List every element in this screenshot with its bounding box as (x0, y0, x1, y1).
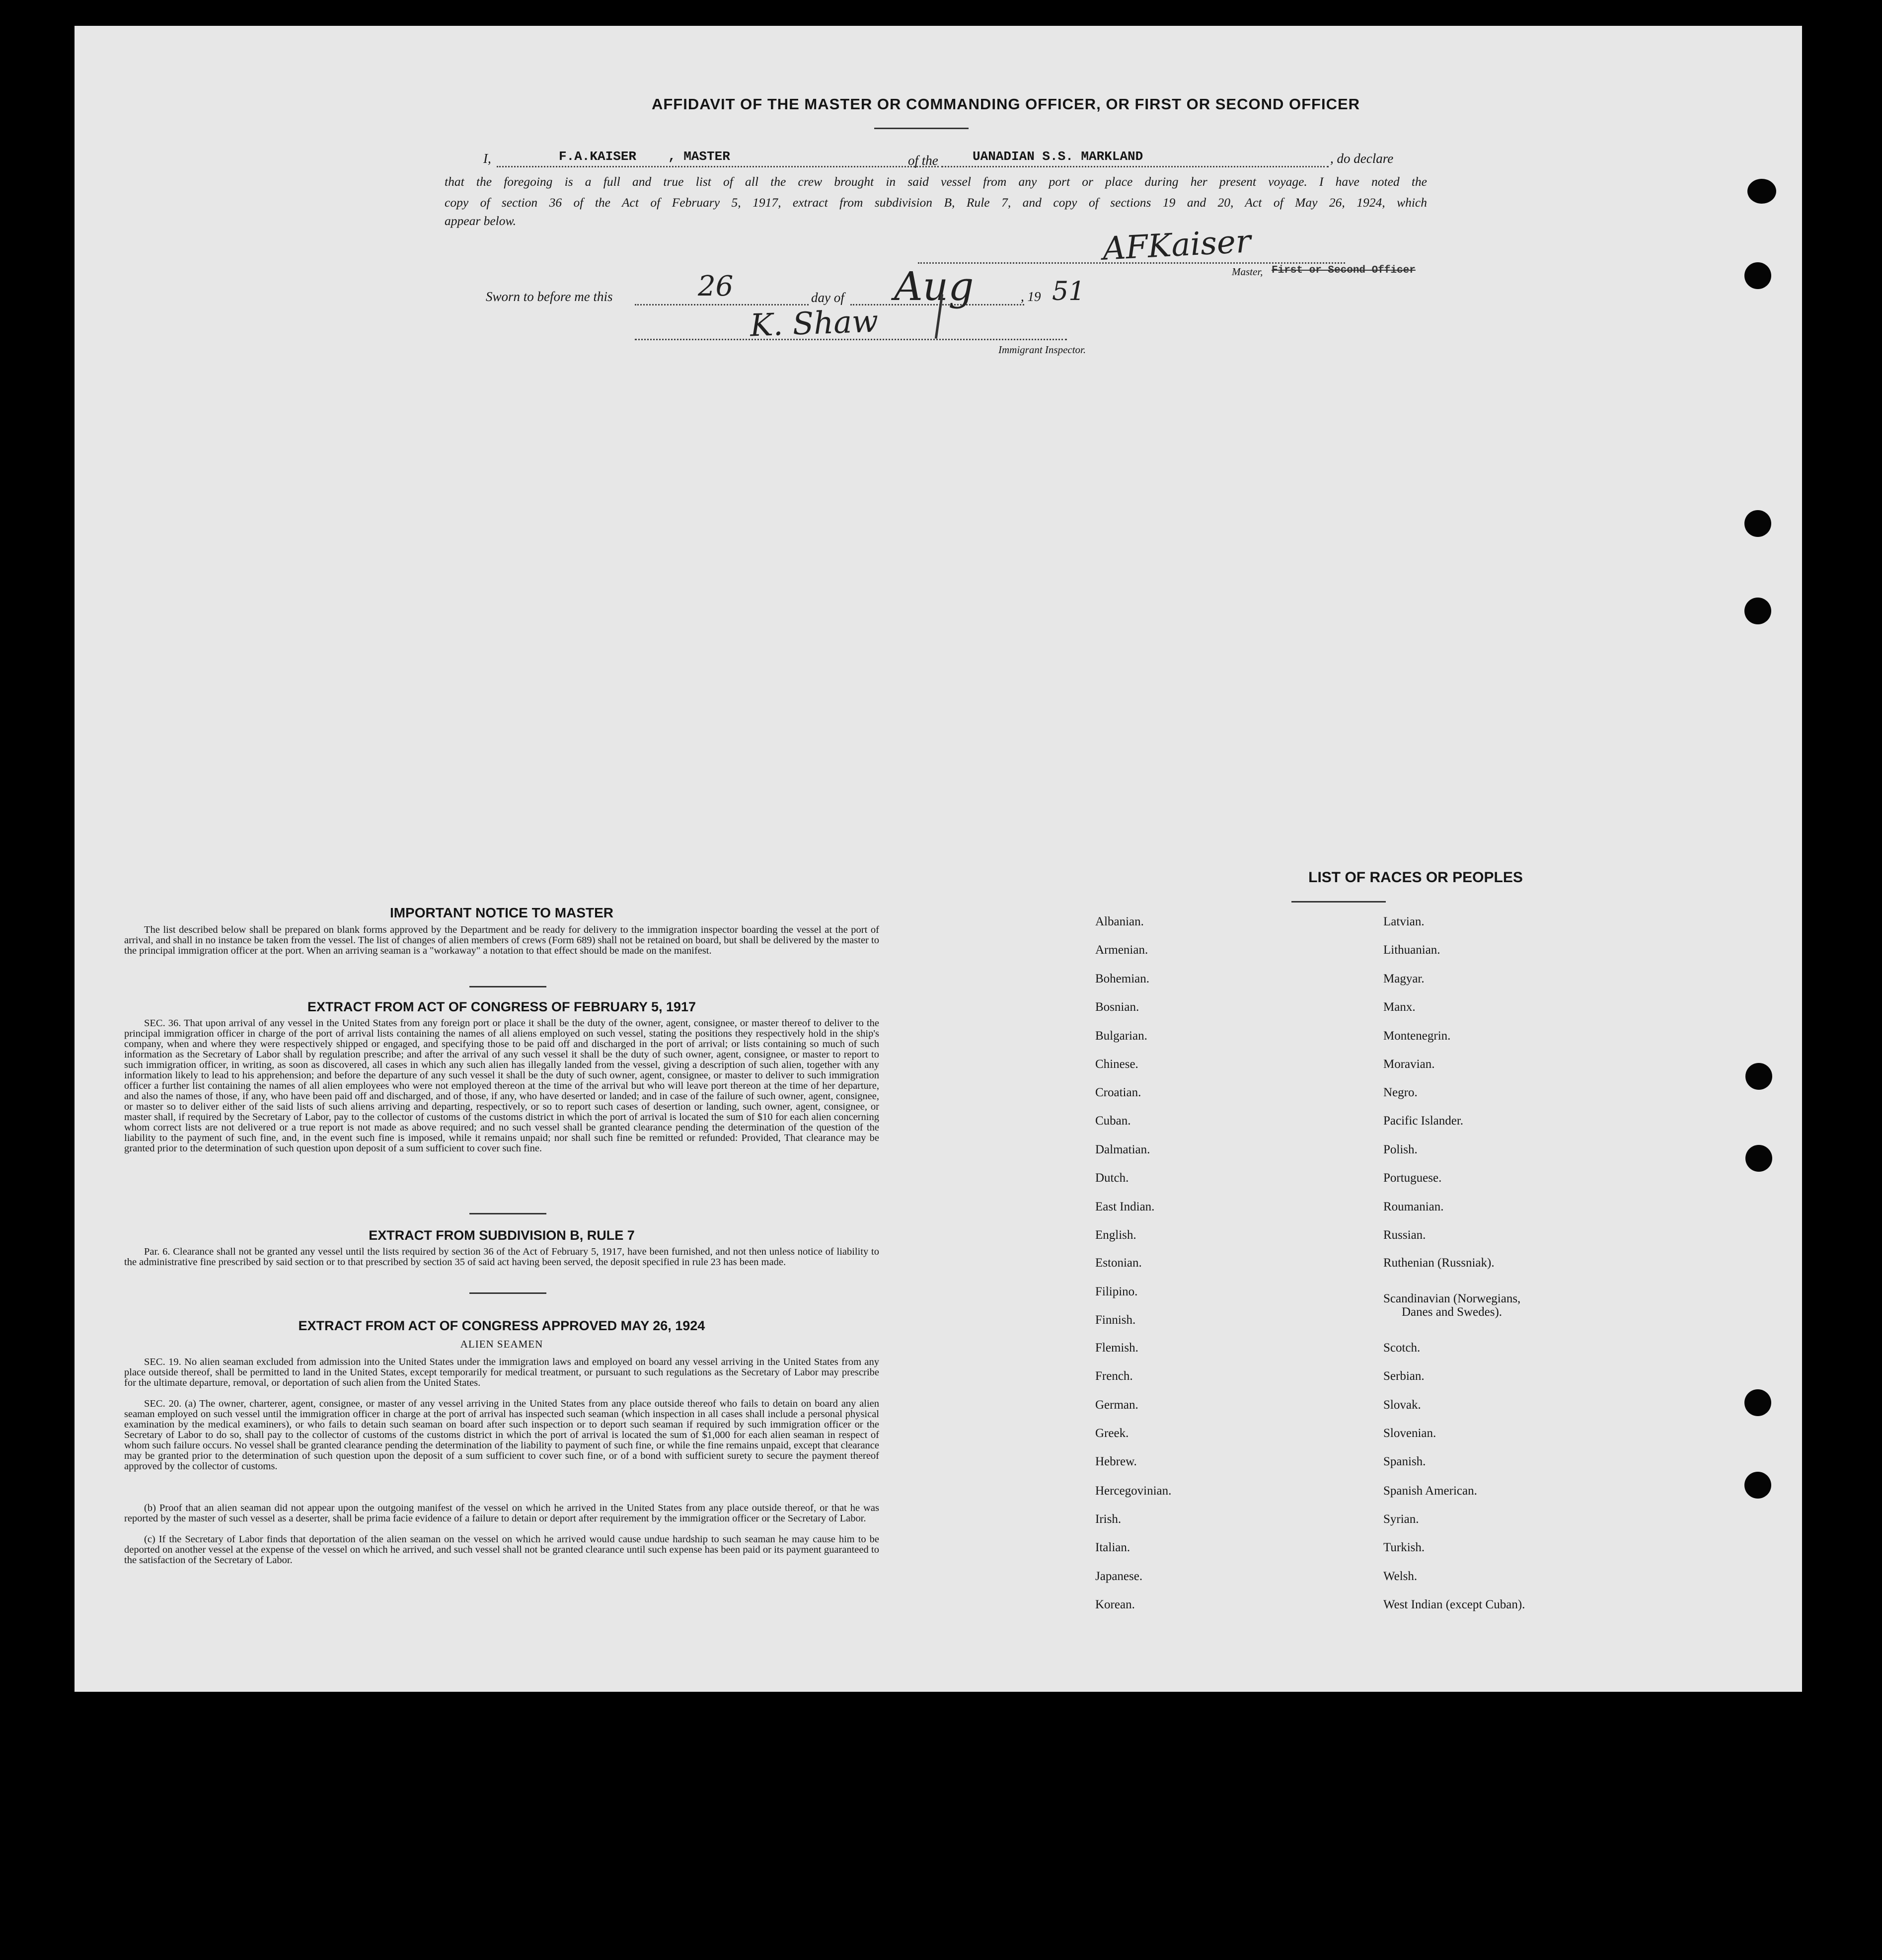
race-item: Portuguese. (1383, 1171, 1442, 1185)
extract-1917-body: SEC. 36. That upon arrival of any vessel in the United States from any foreign port or place it shall be the duty of the owner, agent, consignee, or master thereof to deliver to the principal immigration officer in charge of the port of arrival lists containing the names of all aliens employed on such vessel, stating the positions they respectively hold in the ship's company, when and where they were respectively shipped or engaged, and specifying those to be paid off and discharged in the port of arrival; or lists containing so much of such information as the Secretary of Labor shall by regulation prescribe; and after the arrival of any such vessel it shall be the duty of such owner, agent, consignee, or master to report to such immigration officer, in writing, as soon as discovered, all cases in which any such alien has illegally landed from the vessel, giving a description of such alien, together with any information likely to lead to his apprehension; and before the departure of any such vessel it shall be the duty of such owner, agent, consignee, or master to deliver to such immigration officer a further list containing the names of all alien employees who were not employed thereon at the time of the arrival but who will leave port thereon at the time of her departure, and also the names of those, if any, who have been paid off and discharged, and of those, if any, who have deserted or landed; and in case of the failure of such owner, agent, consignee, or master so to deliver either of the said lists of such aliens arriving and departing, respectively, or so to report such cases of desertion or landing, such owner, agent, consignee, or master shall, if required by the Secretary of Labor, pay to the collector of customs of the customs district in which the port of arrival is located the sum of $10 for each alien concerning whom correct lists are not delivered or a true report is not made as above required; and no such vessel shall be granted clearance pending the determination of the question of the liability to the payment of such fine, and, in the event such fine is imposed, while it remains unpaid; nor shall such fine be remitted or refunded: Provided, That clearance may be granted prior to the determination of such question upon deposit of a sum sufficient to cover such fine. (124, 1018, 879, 1154)
struck-officer-caption: First or Second Officer (1272, 265, 1416, 276)
race-item: Moravian. (1383, 1057, 1435, 1071)
race-item: Roumanian. (1383, 1200, 1444, 1213)
binder-hole (1745, 1145, 1772, 1172)
race-item: Armenian. (1095, 943, 1148, 957)
affidavit-body-line-3: appear below. (445, 214, 517, 228)
notice-title: IMPORTANT NOTICE TO MASTER (389, 905, 614, 920)
race-item: Ruthenian (Russniak). (1383, 1256, 1495, 1270)
extract-1924-subtitle: ALIEN SEAMEN (460, 1338, 543, 1350)
race-item: Japanese. (1095, 1570, 1143, 1583)
race-item: Irish. (1095, 1512, 1122, 1526)
of-the-label: of the (908, 153, 938, 168)
race-item: German. (1095, 1398, 1138, 1412)
sworn-day: 26 (698, 270, 734, 302)
race-item: Magyar. (1383, 972, 1425, 985)
sworn-year: 51 (1052, 277, 1085, 306)
inspector-caption: Immigrant Inspector. (998, 344, 1086, 356)
extract-1924-sec20b: (b) Proof that an alien seaman did not appear upon the outgoing manifest of the vessel on which he arrived in the United States from any place outside thereof, or that he was reported by the master of such vessel as a deserter, shall be prima facie evidence of a failure to detain or deport after requirement by the immigration officer or the Secretary of Labor. (124, 1503, 879, 1524)
race-item: Welsh. (1383, 1570, 1418, 1583)
race-item: Spanish. (1383, 1455, 1426, 1468)
races-title: LIST OF RACES OR PEOPLES (1308, 869, 1523, 886)
document-page (75, 26, 1802, 1692)
race-right-continuation: Danes and Swedes). (1402, 1305, 1503, 1319)
race-item: Manx. (1383, 1000, 1416, 1014)
race-item: Montenegrin. (1383, 1029, 1451, 1043)
race-item: Croatian. (1095, 1086, 1141, 1099)
binder-hole (1744, 1389, 1771, 1416)
sworn-label: Sworn to before me this (486, 289, 613, 304)
race-item: Slovenian. (1383, 1427, 1436, 1440)
affidavit-body-line-1: that the foregoing is a full and true list of all the crew brought in said vessel from any port or place during her present voyage. I have noted the (445, 174, 1427, 189)
inspector-signature: K. Shaw (749, 302, 879, 344)
notice-body: The list described below shall be prepared on blank forms approved by the Department and be ready for delivery to the immigration inspector boarding the vessel at the port of arrival, and shall in no instance be taken from the vessel. The list of changes of alien members of crews (Form 689) shall not be retained on board, but shall be delivered by the master to the principal immigration officer at the port. When an arriving seaman is a "workaway" a notation to that effect should be made on the manifest. (124, 924, 879, 956)
race-item: Turkish. (1383, 1541, 1425, 1554)
master-caption: Master, (1232, 266, 1263, 278)
binder-hole (1745, 1063, 1772, 1090)
day-of-label: day of (811, 290, 844, 305)
extract-rule7-title: EXTRACT FROM SUBDIVISION B, RULE 7 (369, 1228, 635, 1243)
extract-1924-sec20a: SEC. 20. (a) The owner, charterer, agent, consignee, or master of any vessel arriving in the United States from any place outside thereof who fails to detain on board any alien seaman employed on such vessel until the immigration officer in charge at the port of arrival has inspected such seaman (which inspection in all cases shall include a personal physical examination by the medical examiners), or who fails to detain such seaman on board after such inspection or to deport such seaman if required by such immigration officer or the Secretary of Labor to do so, shall pay to the collector of customs of the customs district in which the port of arrival is located the sum of $1,000 for each alien seaman in respect of whom such failure occurs. No vessel shall be granted clearance pending the determination of the liability to payment of such fine, or while the fine remains unpaid, except that clearance may be granted prior to the determination of such question upon the deposit of a sum sufficient to cover such fine, or of a bond with sufficient surety to secure the payment thereof approved by the collector of customs. (124, 1398, 879, 1472)
extract-rule7-divider (469, 1292, 546, 1294)
affidavit-body-line-2: copy of section 36 of the Act of February 5, 1917, extract from subdivision B, Rule 7, and copy of sections 19 and 20, Act of May 26, 1924, which (445, 195, 1427, 210)
race-item: English. (1095, 1228, 1136, 1242)
race-item: Chinese. (1095, 1057, 1138, 1071)
notice-divider (469, 986, 546, 987)
sworn-month: Aug (894, 263, 974, 309)
race-item: Pacific Islander. (1383, 1114, 1464, 1128)
race-item: Latvian. (1383, 915, 1425, 928)
declare-label: , do declare (1330, 151, 1394, 166)
vessel-field: UANADIAN S.S. MARKLAND (973, 149, 1143, 164)
race-item: East Indian. (1095, 1200, 1155, 1213)
races-underline (1291, 901, 1386, 903)
year-prefix: , 19 (1021, 289, 1041, 304)
extract-1924-sec19: SEC. 19. No alien seaman excluded from admission into the United States under the immigration laws and employed on board any vessel arriving in the United States from any place outside thereof, shall be permitted to land in the United States, except temporarily for medical treatment, or pursuant to such regulations as the Secretary of Labor may prescribe for the ultimate departure, removal, or deportation of such alien from the United States. (124, 1357, 879, 1388)
race-item: Dalmatian. (1095, 1143, 1150, 1156)
extract-1924-title: EXTRACT FROM ACT OF CONGRESS APPROVED MAY 26, 1924 (298, 1318, 705, 1333)
race-item: Bohemian. (1095, 972, 1150, 985)
race-item: Slovak. (1383, 1398, 1421, 1412)
race-item: Flemish. (1095, 1341, 1138, 1355)
master-name-field: F.A.KAISER (559, 149, 637, 164)
binder-hole (1744, 1472, 1771, 1499)
race-item: Hercegovinian. (1095, 1484, 1172, 1498)
race-item: Bosnian. (1095, 1000, 1139, 1014)
race-item: Syrian. (1383, 1512, 1419, 1526)
binder-hole (1744, 262, 1771, 289)
race-item: Serbian. (1383, 1369, 1425, 1383)
rank-field: , MASTER (668, 149, 730, 164)
race-item: Spanish American. (1383, 1484, 1477, 1498)
race-item: Cuban. (1095, 1114, 1131, 1128)
sworn-day-line (635, 304, 809, 305)
race-item: Albanian. (1095, 915, 1144, 928)
race-item: French. (1095, 1369, 1133, 1383)
race-item: Scotch. (1383, 1341, 1421, 1355)
race-item: Italian. (1095, 1541, 1130, 1554)
race-item: Scandinavian (Norwegians, (1383, 1292, 1521, 1305)
race-item: Korean. (1095, 1598, 1135, 1611)
extract-1917-title: EXTRACT FROM ACT OF CONGRESS OF FEBRUARY 5, 1917 (307, 999, 696, 1014)
race-item: Lithuanian. (1383, 943, 1440, 957)
race-item: Russian. (1383, 1228, 1426, 1242)
race-item: Filipino. (1095, 1285, 1138, 1298)
race-item: Negro. (1383, 1086, 1418, 1099)
extract-1917-divider (469, 1213, 546, 1214)
race-item: Polish. (1383, 1143, 1418, 1156)
race-item: Greek. (1095, 1427, 1129, 1440)
extract-rule7-body: Par. 6. Clearance shall not be granted any vessel until the lists required by section 36 of the Act of February 5, 1917, have been furnished, and not then unless notice of liability to the administrative fine prescribed by said section or to that prescribed by section 35 of said act having been served, the deposit specified in rule 23 has been made. (124, 1246, 879, 1268)
heading-underline (874, 128, 969, 129)
race-item: Estonian. (1095, 1256, 1142, 1270)
vessel-line (941, 166, 1329, 167)
race-item: Dutch. (1095, 1171, 1129, 1185)
name-line (497, 166, 939, 167)
affidavit-heading: AFFIDAVIT OF THE MASTER OR COMMANDING OFFICER, OR FIRST OR SECOND OFFICER (651, 95, 1360, 113)
binder-hole (1747, 179, 1776, 204)
binder-hole (1744, 510, 1771, 537)
race-item: Finnish. (1095, 1313, 1136, 1327)
i-label: I, (483, 151, 491, 166)
race-item: Bulgarian. (1095, 1029, 1147, 1043)
race-item: West Indian (except Cuban). (1383, 1598, 1525, 1611)
binder-hole (1744, 598, 1771, 624)
master-signature: AFKaiser (1102, 223, 1252, 268)
race-item: Hebrew. (1095, 1455, 1137, 1468)
extract-1924-sec20c: (c) If the Secretary of Labor finds that deportation of the alien seaman on the vessel on which he arrived would cause undue hardship to such seaman he may cause him to be deported on another vessel at the expense of the vessel on which he arrived, and such vessel shall not be granted clearance until such expense has been paid or its payment guaranteed to the satisfaction of the Secretary of Labor. (124, 1534, 879, 1566)
